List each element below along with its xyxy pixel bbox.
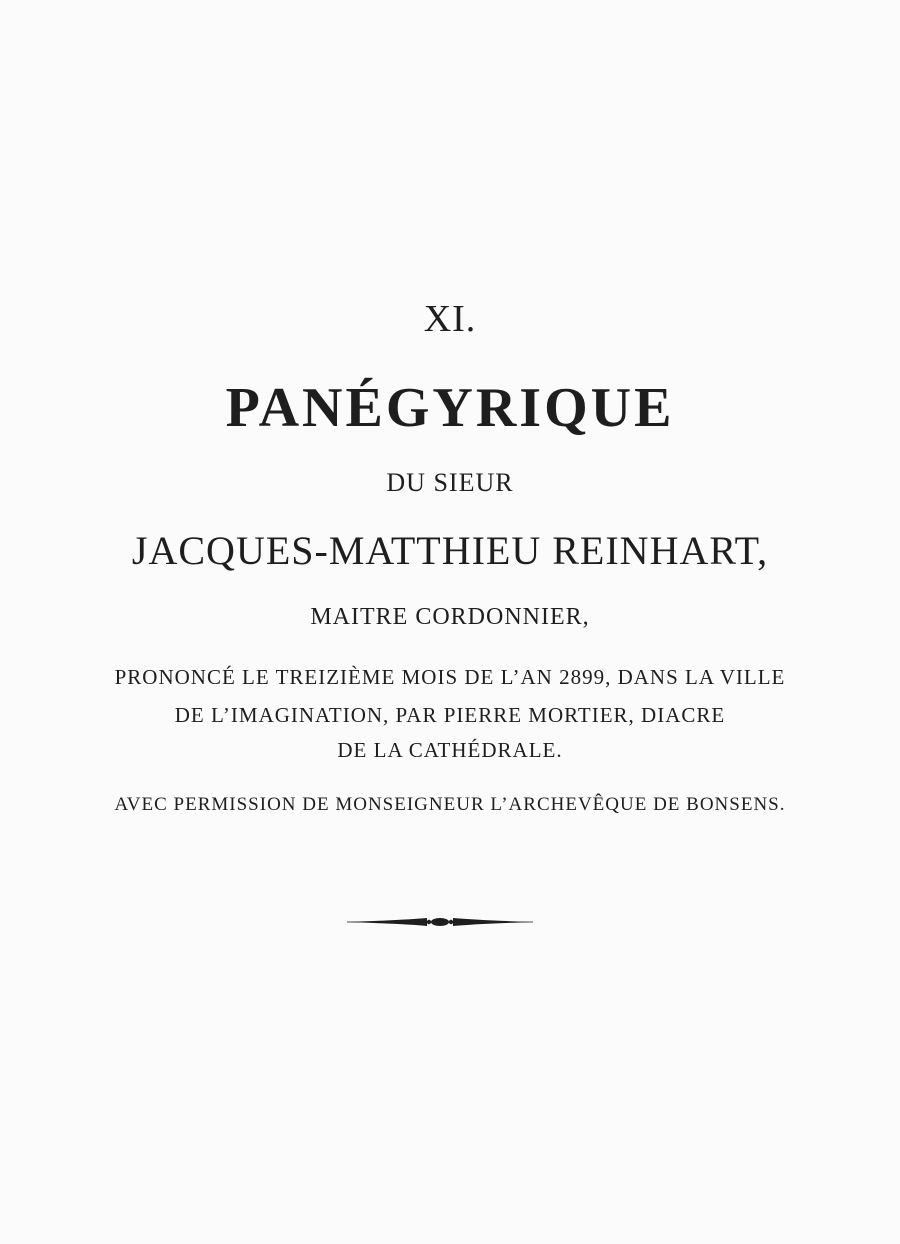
page-title: PANÉGYRIQUE bbox=[225, 377, 675, 439]
occasion-line: DE LA CATHÉDRALE. bbox=[337, 738, 563, 762]
chapter-number: XI. bbox=[423, 298, 477, 340]
decorative-rule-icon bbox=[345, 912, 535, 932]
subject-trade: MAITRE CORDONNIER, bbox=[310, 604, 590, 630]
occasion-line: DE L’IMAGINATION, PAR PIERRE MORTIER, DIACRE bbox=[174, 703, 726, 727]
occasion-line: PRONONCÉ LE TREIZIÈME MOIS DE L’AN 2899, DANS LA VILLE bbox=[114, 665, 786, 689]
subject-name: JACQUES-MATTHIEU REINHART, bbox=[131, 528, 769, 573]
permission-note: AVEC PERMISSION DE MONSEIGNEUR L’ARCHEVÊQUE DE BONSENS. bbox=[114, 794, 786, 815]
subtitle: DU SIEUR bbox=[386, 468, 514, 497]
